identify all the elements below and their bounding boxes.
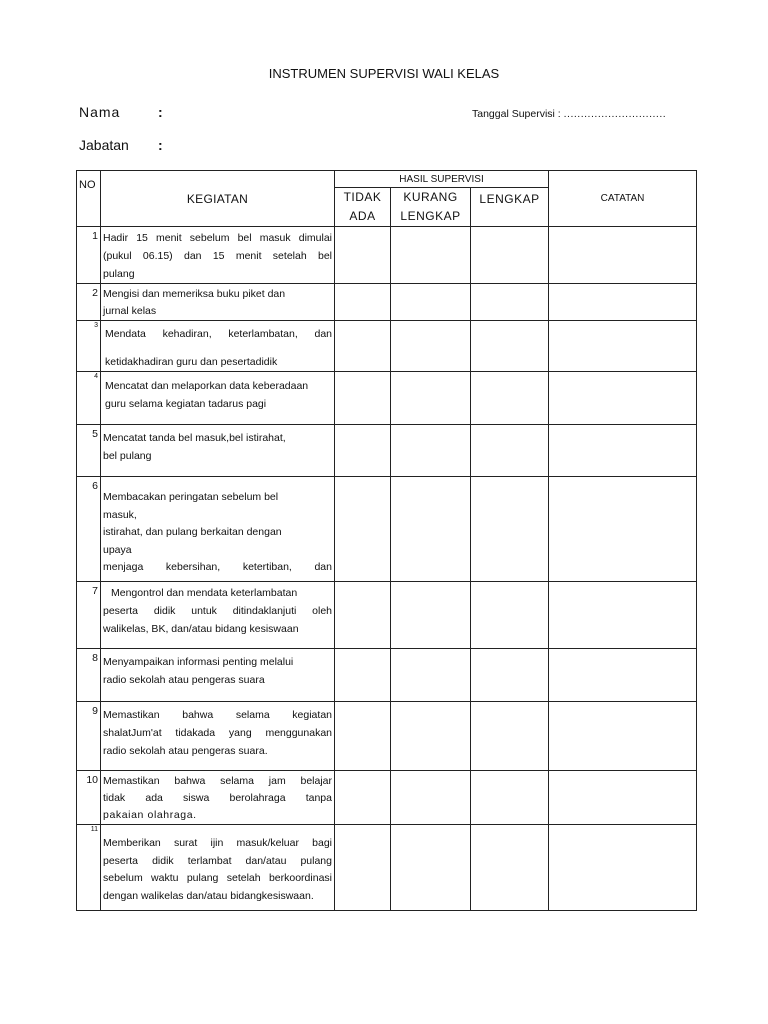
- cell-lengkap[interactable]: [471, 425, 549, 477]
- header-kegiatan: KEGIATAN: [101, 171, 335, 227]
- row-activity: [101, 771, 335, 825]
- cell-tidak-ada[interactable]: [335, 284, 391, 321]
- tanggal-label: Tanggal Supervisi :: [472, 108, 561, 120]
- activity-line: shalatJum'at tidakada yang menggunakan: [103, 727, 332, 739]
- header-no: NO: [77, 171, 101, 227]
- supervision-table: [76, 170, 697, 911]
- activity-line: pakaian olahraga.: [103, 809, 197, 821]
- cell-kurang-lengkap[interactable]: [391, 702, 471, 771]
- table-row: [77, 702, 697, 771]
- header-catatan: CATATAN: [549, 171, 697, 227]
- cell-tidak-ada[interactable]: [335, 227, 391, 284]
- cell-lengkap[interactable]: [471, 649, 549, 702]
- table-row: [77, 477, 697, 582]
- cell-lengkap[interactable]: [471, 284, 549, 321]
- cell-tidak-ada[interactable]: [335, 825, 391, 911]
- header-kurang-lengkap-line1: KURANG: [403, 190, 458, 204]
- header-kurang-lengkap-line2: LENGKAP: [400, 209, 461, 223]
- cell-catatan[interactable]: [549, 284, 697, 321]
- activity-line: Mengisi dan memeriksa buku piket dan: [103, 288, 286, 300]
- header-kurang-lengkap: [391, 188, 471, 227]
- cell-catatan[interactable]: [549, 477, 697, 582]
- activity-line: Mencatat dan melaporkan data keberadaan: [105, 380, 309, 392]
- activity-line: peserta didik terlambat dan/atau pulang: [103, 854, 332, 867]
- cell-lengkap[interactable]: [471, 372, 549, 425]
- cell-catatan[interactable]: [549, 582, 697, 649]
- row-activity: [101, 372, 335, 425]
- activity-line: ketidakhadiran guru dan pesertadidik: [105, 356, 278, 368]
- activity-line: Menyampaikan informasi penting melalui: [103, 656, 294, 668]
- activity-line: Membacakan peringatan sebelum bel: [103, 491, 279, 503]
- activity-line: tidak ada siswa berolahraga tanpa: [103, 792, 332, 804]
- row-number: 8: [77, 649, 101, 702]
- cell-catatan[interactable]: [549, 372, 697, 425]
- table-row: [77, 284, 697, 321]
- cell-kurang-lengkap[interactable]: [391, 771, 471, 825]
- cell-kurang-lengkap[interactable]: [391, 227, 471, 284]
- cell-catatan[interactable]: [549, 825, 697, 911]
- cell-catatan[interactable]: [549, 227, 697, 284]
- cell-catatan[interactable]: [549, 425, 697, 477]
- cell-kurang-lengkap[interactable]: [391, 284, 471, 321]
- cell-tidak-ada[interactable]: [335, 771, 391, 825]
- cell-kurang-lengkap[interactable]: [391, 321, 471, 372]
- tanggal-value: ..............................: [563, 108, 667, 120]
- row-activity: [101, 702, 335, 771]
- cell-lengkap[interactable]: [471, 477, 549, 582]
- cell-lengkap[interactable]: [471, 582, 549, 649]
- cell-tidak-ada[interactable]: [335, 321, 391, 372]
- cell-catatan[interactable]: [549, 321, 697, 372]
- jabatan-label: Jabatan: [79, 137, 129, 153]
- table-row: [77, 227, 697, 284]
- table-row: [77, 321, 697, 372]
- row-number: 11: [77, 825, 101, 911]
- cell-kurang-lengkap[interactable]: [391, 582, 471, 649]
- row-activity: [101, 649, 335, 702]
- cell-lengkap[interactable]: [471, 771, 549, 825]
- cell-catatan[interactable]: [549, 649, 697, 702]
- nama-colon: :: [158, 104, 163, 120]
- cell-kurang-lengkap[interactable]: [391, 425, 471, 477]
- activity-line: bel pulang: [103, 450, 152, 462]
- cell-catatan[interactable]: [549, 771, 697, 825]
- cell-kurang-lengkap[interactable]: [391, 477, 471, 582]
- activity-line: Memberikan surat ijin masuk/keluar bagi: [103, 837, 332, 849]
- cell-tidak-ada[interactable]: [335, 649, 391, 702]
- cell-kurang-lengkap[interactable]: [391, 649, 471, 702]
- header-hasil-supervisi: HASIL SUPERVISI: [335, 171, 549, 188]
- activity-line: (pukul 06.15) dan 15 menit setelah bel: [103, 250, 332, 262]
- cell-tidak-ada[interactable]: [335, 372, 391, 425]
- activity-line: masuk,: [103, 508, 137, 521]
- row-number: 5: [77, 425, 101, 477]
- activity-line: upaya: [103, 543, 132, 556]
- cell-catatan[interactable]: [549, 702, 697, 771]
- activity-line: dengan walikelas dan/atau bidangkesiswaan.: [103, 889, 314, 902]
- cell-lengkap[interactable]: [471, 825, 549, 911]
- row-number: 2: [77, 284, 101, 321]
- row-activity: [101, 477, 335, 582]
- activity-line: pulang: [103, 268, 135, 280]
- table-row: [77, 425, 697, 477]
- header-lengkap: LENGKAP: [471, 188, 549, 227]
- row-number: 6: [77, 477, 101, 582]
- tanggal-supervisi: [472, 108, 666, 120]
- activity-line: Hadir 15 menit sebelum bel masuk dimulai: [103, 232, 332, 244]
- cell-lengkap[interactable]: [471, 321, 549, 372]
- activity-line: walikelas, BK, dan/atau bidang kesiswaan: [103, 623, 299, 635]
- cell-tidak-ada[interactable]: [335, 477, 391, 582]
- cell-tidak-ada[interactable]: [335, 702, 391, 771]
- cell-kurang-lengkap[interactable]: [391, 825, 471, 911]
- header-tidak-ada: [335, 188, 391, 227]
- activity-line: guru selama kegiatan tadarus pagi: [105, 398, 267, 410]
- table-row: [77, 825, 697, 911]
- activity-line: radio sekolah atau pengeras suara: [103, 674, 265, 686]
- row-activity: [101, 582, 335, 649]
- row-number: 1: [77, 227, 101, 284]
- cell-lengkap[interactable]: [471, 227, 549, 284]
- row-activity: [101, 825, 335, 911]
- row-number: 4: [77, 372, 101, 425]
- activity-line: sebelum waktu pulang setelah berkoordinasi: [103, 872, 332, 884]
- activity-line: istirahat, dan pulang berkaitan dengan: [103, 526, 282, 538]
- activity-line: Mendata kehadiran, keterlambatan, dan: [105, 328, 332, 340]
- activity-line: Mencatat tanda bel masuk,bel istirahat,: [103, 432, 286, 444]
- document-title: INSTRUMEN SUPERVISI WALI KELAS: [268, 66, 500, 81]
- activity-line: Mengontrol dan mendata keterlambatan: [111, 587, 298, 599]
- cell-lengkap[interactable]: [471, 702, 549, 771]
- row-number: 7: [77, 582, 101, 649]
- activity-line: radio sekolah atau pengeras suara.: [103, 745, 268, 757]
- row-activity: [101, 321, 335, 372]
- header-tidak-ada-line1: TIDAK: [343, 190, 382, 204]
- row-activity: [101, 227, 335, 284]
- nama-label: Nama: [79, 104, 121, 120]
- row-activity: [101, 284, 335, 321]
- cell-tidak-ada[interactable]: [335, 582, 391, 649]
- row-number: 10: [77, 771, 101, 825]
- table-row: [77, 771, 697, 825]
- activity-line: menjaga kebersihan, ketertiban, dan: [103, 561, 332, 573]
- jabatan-colon: :: [158, 137, 163, 153]
- activity-line: jurnal kelas: [103, 305, 157, 317]
- activity-line: Memastikan bahwa selama kegiatan: [103, 709, 332, 721]
- activity-line: Memastikan bahwa selama jam belajar: [103, 775, 332, 787]
- table-row: [77, 582, 697, 649]
- cell-kurang-lengkap[interactable]: [391, 372, 471, 425]
- activity-line: peserta didik untuk ditindaklanjuti oleh: [103, 605, 332, 617]
- cell-tidak-ada[interactable]: [335, 425, 391, 477]
- row-number: 9: [77, 702, 101, 771]
- row-activity: [101, 425, 335, 477]
- table-row: [77, 372, 697, 425]
- header-tidak-ada-line2: ADA: [349, 209, 376, 223]
- table-row: [77, 649, 697, 702]
- row-number: 3: [77, 321, 101, 372]
